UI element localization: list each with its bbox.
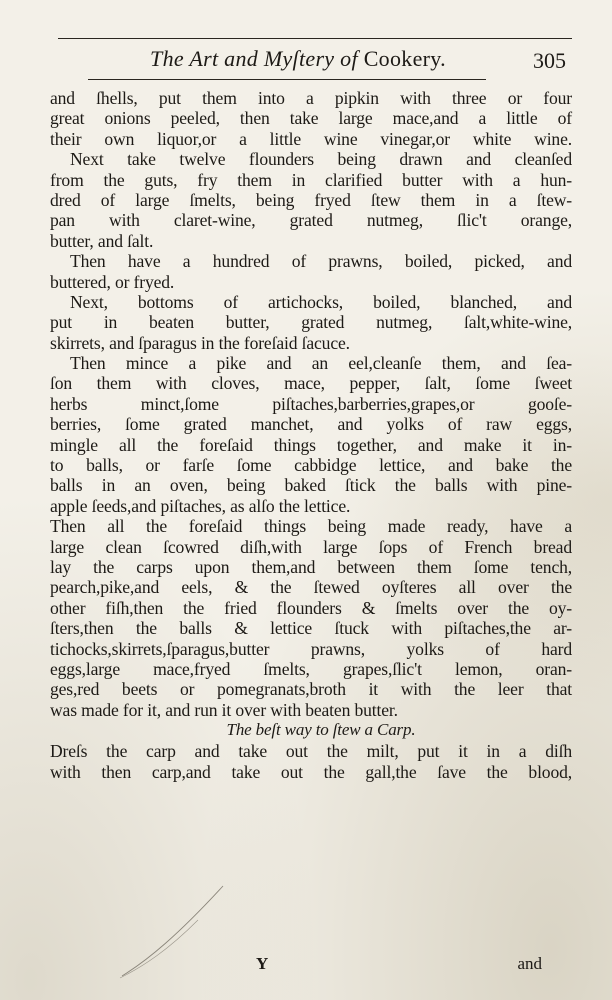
text-line: tichocks,skirrets,ſparagus,butter prawns, yolks of hard xyxy=(50,638,572,659)
page-number: 305 xyxy=(533,48,566,73)
text-line: lay the carps upon them,and between them ſome tench, xyxy=(50,556,572,577)
text-line: Then mince a pike and an eel,cleanſe them, and ſea- xyxy=(70,353,572,374)
text-line: ges,red beets or pomegranats,broth it with the leer that xyxy=(50,679,572,700)
running-title-roman: Cookery. xyxy=(363,46,446,71)
text-line: Then have a hundred of prawns, boiled, picked, and xyxy=(70,251,572,272)
text-line: their own liquor,or a little wine vinegar,or white wine. xyxy=(50,128,572,149)
pencil-stroke-decoration xyxy=(118,880,228,980)
header-top-rule xyxy=(58,38,572,39)
text-line: great onions peeled, then take large mace,and a little of xyxy=(50,108,572,129)
text-line: was made for it, and run it over with beaten butter. xyxy=(50,699,398,720)
text-line: other fiſh,then the fried flounders & ſmelts over the oy- xyxy=(50,597,572,618)
page-header xyxy=(58,44,572,74)
header-bottom-rule xyxy=(88,79,486,80)
text-line: from the guts, fry them in clarified butter with a hun- xyxy=(50,169,572,190)
text-line: Next, bottoms of artichocks, boiled, blanched, and xyxy=(70,291,572,312)
text-line: apple ſeeds,and piſtaches, as alſo the lettice. xyxy=(50,495,351,516)
recipe-continuation xyxy=(50,88,572,720)
signature-mark: Y xyxy=(256,954,269,973)
text-line: large clean ſcowred diſh,with large ſops of French bread xyxy=(50,536,572,557)
text-line: eggs,large mace,fryed ſmelts, grapes,ſlic't lemon, oran- xyxy=(50,658,572,679)
body-text xyxy=(50,88,572,782)
text-line: Next take twelve flounders being drawn and cleanſed xyxy=(70,149,572,170)
text-line: buttered, or fryed. xyxy=(50,271,175,292)
text-line: berries, ſome grated manchet, and yolks of raw eggs, xyxy=(50,414,572,435)
text-line: herbs minct,ſome piſtaches,barberries,grapes,or gooſe- xyxy=(50,393,572,414)
carp-recipe-text xyxy=(50,741,572,782)
text-line: butter, and ſalt. xyxy=(50,230,154,251)
text-line: Then all the foreſaid things being made ready, have a xyxy=(50,516,572,537)
running-title-italic: The Art and Myſtery of xyxy=(150,46,358,71)
text-line: dred of large ſmelts, being fryed ſtew them in a ſtew- xyxy=(50,189,572,210)
text-line: put in beaten butter, grated nutmeg, ſalt,white-wine, xyxy=(50,312,572,333)
running-title xyxy=(98,44,498,74)
text-line: ſon them with cloves, mace, pepper, ſalt, ſome ſweet xyxy=(50,373,572,394)
recipe-heading: The beſt way to ſtew a Carp. xyxy=(226,720,416,740)
text-line: pan with claret-wine, grated nutmeg, ſlic't orange, xyxy=(50,210,572,231)
text-line: balls in an oven, being baked ſtick the balls with pine- xyxy=(50,475,572,496)
text-line: Dreſs the carp and take out the milt, put it in a diſh xyxy=(50,741,572,762)
text-line: with then carp,and take out the gall,the ſave the blood, xyxy=(50,761,572,782)
catchword: and xyxy=(517,954,542,973)
text-line: skirrets, and ſparagus in the foreſaid ſacuce. xyxy=(50,332,350,353)
text-line: and ſhells, put them into a pipkin with three or four xyxy=(50,88,572,108)
text-line: pearch,pike,and eels, & the ſtewed oyſteres all over the xyxy=(50,577,572,598)
text-line: mingle all the foreſaid things together, and make it in- xyxy=(50,434,572,455)
text-line: to balls, or farſe ſome cabbidge lettice, and bake the xyxy=(50,455,572,476)
text-line: ſters,then the balls & lettice ſtuck with piſtaches,the ar- xyxy=(50,618,572,639)
